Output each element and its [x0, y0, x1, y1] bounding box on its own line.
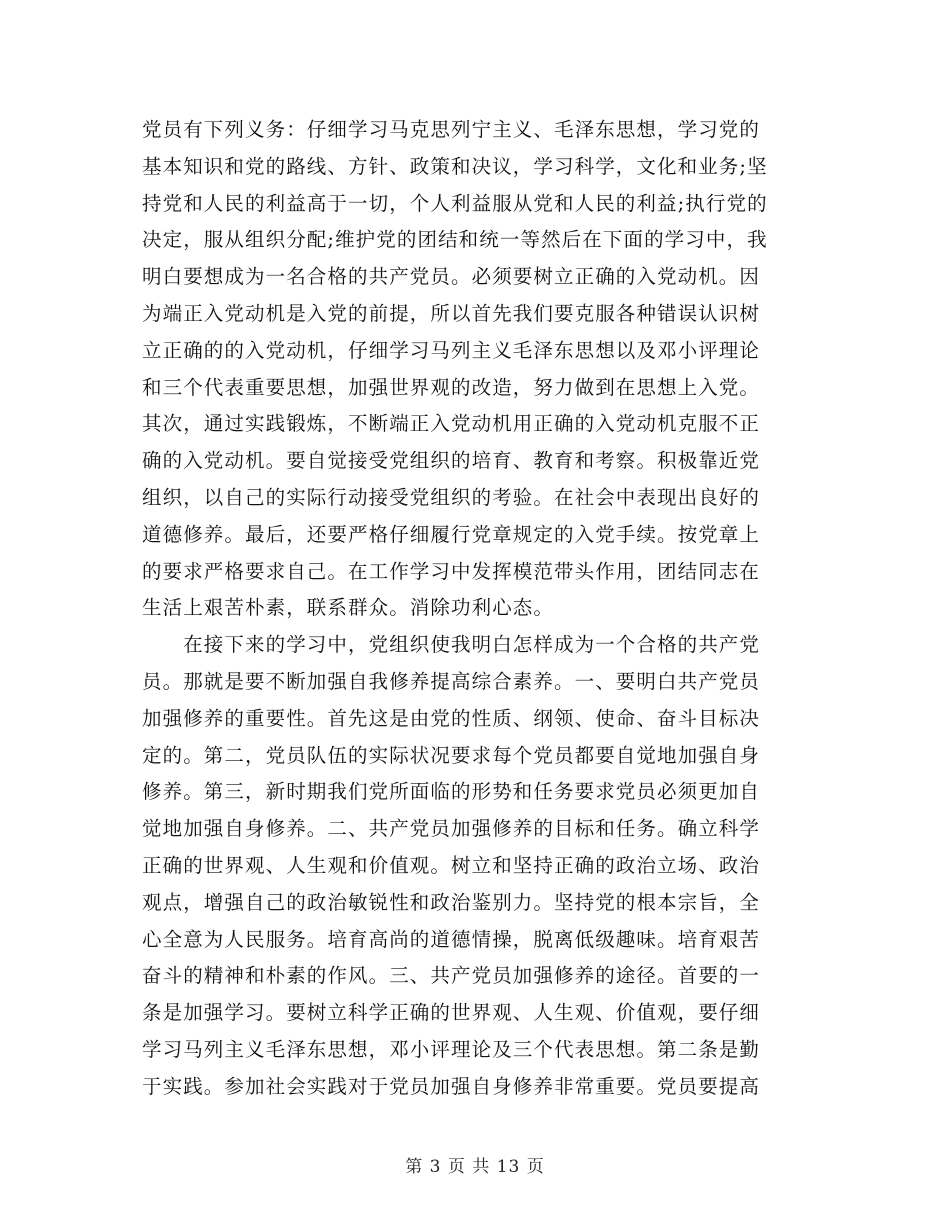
text-line: 条是加强学习。要树立科学正确的世界观、人生观、价值观，要仔细: [142, 1001, 761, 1025]
text-line: 确的入党动机。要自觉接受党组织的培育、教育和考察。积极靠近党: [142, 449, 761, 473]
text-line: 道德修养。最后，还要严格仔细履行党章规定的入党手续。按党章上: [142, 522, 761, 546]
text-line: 为端正入党动机是入党的前提，所以首先我们要克服各种错误认识树: [142, 301, 761, 325]
text-line: 观点，增强自己的政治敏锐性和政治鉴别力。坚持党的根本宗旨，全: [142, 890, 761, 914]
text-line: 党员有下列义务：仔细学习马克思列宁主义、毛泽东思想，学习党的: [142, 118, 761, 141]
text-line: 决定，服从组织分配;维护党的团结和统一等然后在下面的学习中，我: [142, 228, 768, 252]
paragraph-start-line: 在接下来的学习中，党组织使我明白怎样成为一个合格的共产党: [142, 633, 761, 657]
text-line: 于实践。参加社会实践对于党员加强自身修养非常重要。党员要提高: [142, 1074, 761, 1098]
text-line: 立正确的的入党动机，仔细学习马列主义毛泽东思想以及邓小评理论: [142, 338, 761, 362]
text-line: 加强修养的重要性。首先这是由党的性质、纲领、使命、奋斗目标决: [142, 706, 761, 730]
text-line: 和三个代表重要思想，加强世界观的改造，努力做到在思想上入党。: [142, 375, 761, 399]
text-line: 基本知识和党的路线、方针、政策和决议，学习科学，文化和业务;坚: [142, 154, 768, 178]
text-line: 学习马列主义毛泽东思想，邓小评理论及三个代表思想。第二条是勤: [142, 1037, 761, 1061]
text-line: 心全意为人民服务。培育高尚的道德情操，脱离低级趣味。培育艰苦: [142, 927, 761, 951]
text-line: 持党和人民的利益高于一切，个人利益服从党和人民的利益;执行党的: [142, 191, 768, 215]
text-line: 员。那就是要不断加强自我修养提高综合素养。一、要明白共产党员: [142, 669, 761, 693]
text-line: 生活上艰苦朴素，联系群众。消除功利心态。: [142, 596, 555, 620]
text-line: 修养。第三，新时期我们党所面临的形势和任务要求党员必须更加自: [142, 780, 761, 804]
text-line: 觉地加强自身修养。二、共产党员加强修养的目标和任务。确立科学: [142, 817, 761, 841]
text-line: 正确的世界观、人生观和价值观。树立和坚持正确的政治立场、政治: [142, 853, 761, 877]
text-line: 的要求严格要求自己。在工作学习中发挥模范带头作用，团结同志在: [142, 559, 761, 583]
text-line: 组织，以自己的实际行动接受党组织的考验。在社会中表现出良好的: [142, 485, 761, 509]
text-line: 其次，通过实践锻炼，不断端正入党动机用正确的入党动机克服不正: [142, 412, 761, 436]
page-number-footer: 第 3 页 共 13 页: [405, 1157, 545, 1177]
text-line: 定的。第二，党员队伍的实际状况要求每个党员都要自觉地加强自身: [142, 743, 761, 767]
body-text: [142, 112, 802, 1106]
text-line: 明白要想成为一名合格的共产党员。必须要树立正确的入党动机。因: [142, 265, 761, 289]
text-line: 奋斗的精神和朴素的作风。三、共产党员加强修养的途径。首要的一: [142, 964, 761, 988]
